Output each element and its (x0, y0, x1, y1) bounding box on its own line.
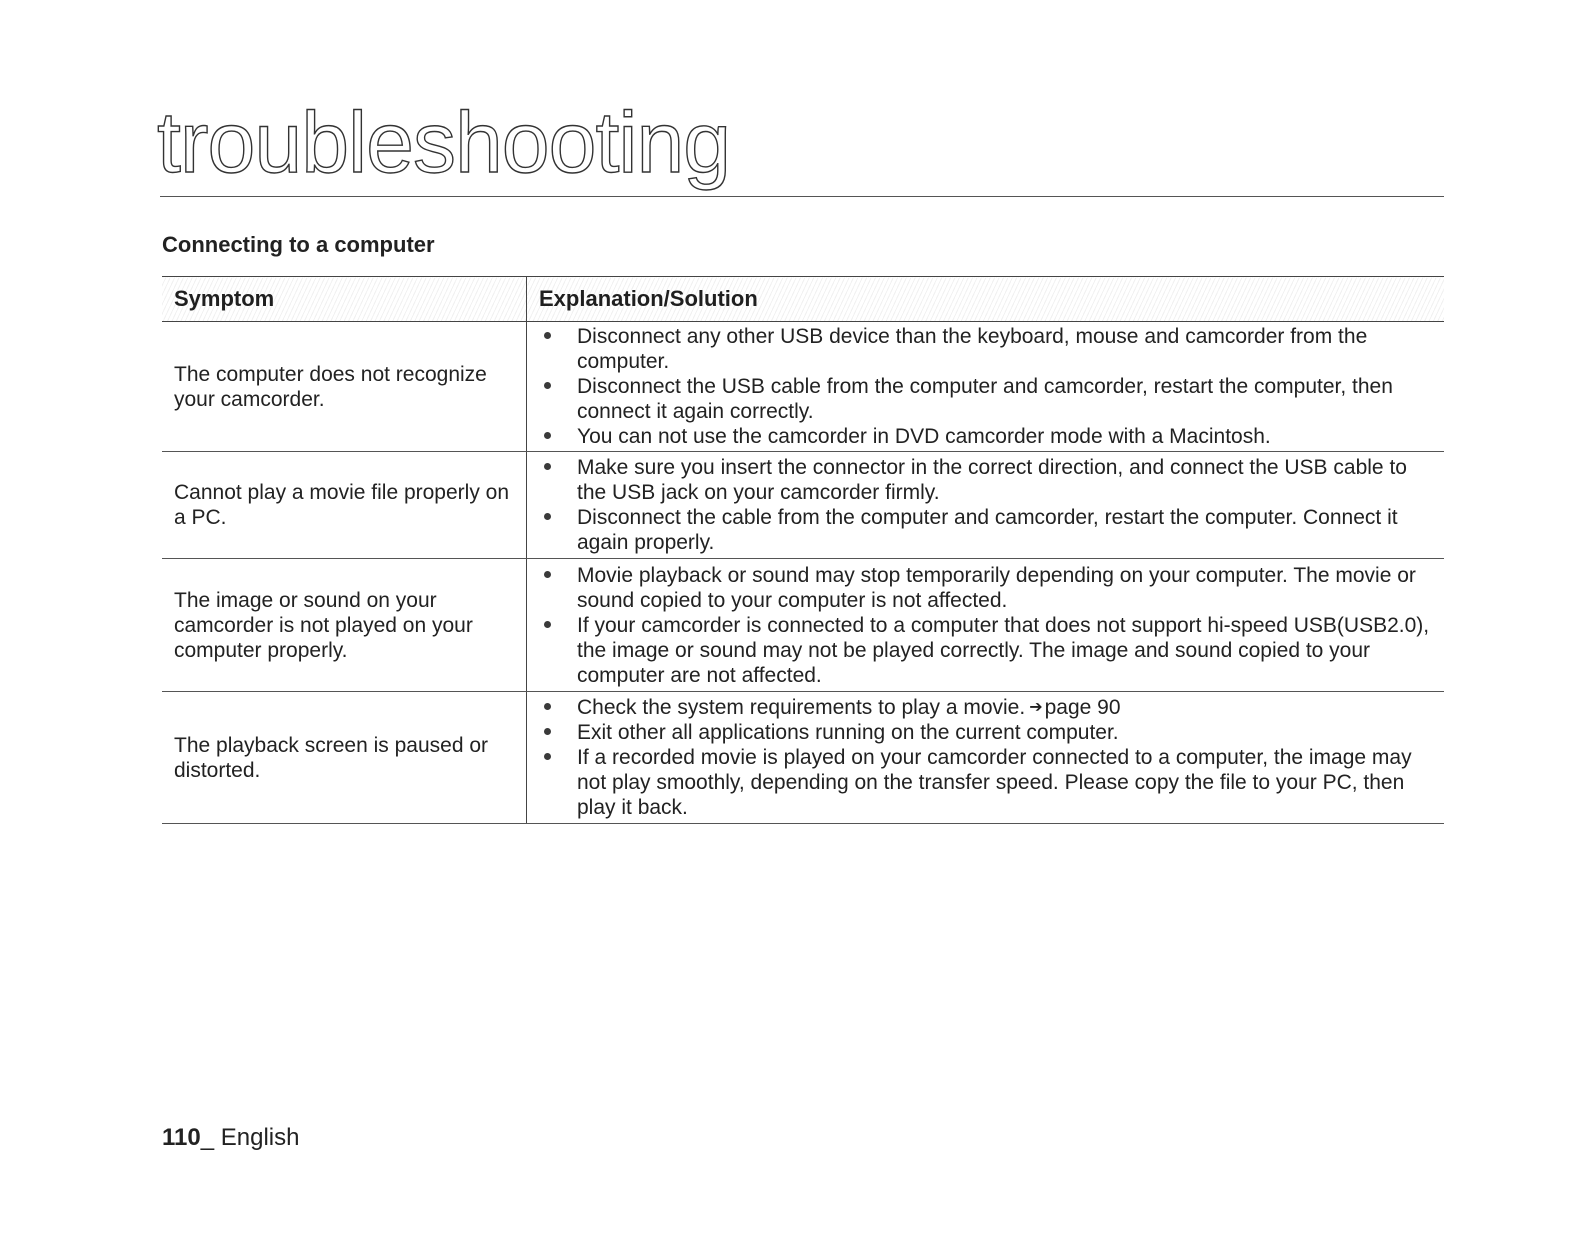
solution-text: If a recorded movie is played on your camcorder connected to a computer, the image may not play smoothly, depending on the transfer speed. Please copy the file to your PC, then play it back. (577, 746, 1412, 819)
solution-list (541, 324, 1432, 449)
table-row (162, 452, 1444, 559)
solution-text: Make sure you insert the connector in the correct direction, and connect the USB cable to the USB jack on your camcorder firmly. (577, 456, 1407, 504)
solution-item (541, 424, 1432, 449)
solution-list (541, 563, 1432, 688)
page-reference: page 90 (1044, 696, 1121, 719)
solution-cell (527, 322, 1445, 452)
footer-language: English (214, 1124, 300, 1151)
solution-list (541, 455, 1432, 555)
section-heading: Connecting to a computer (162, 232, 435, 257)
page-title-text: troubleshooting (157, 95, 731, 191)
page-footer (162, 1124, 299, 1152)
footer-separator: _ (200, 1124, 215, 1151)
solution-item (541, 324, 1432, 374)
bullet-icon (544, 728, 551, 735)
symptom-cell: The image or sound on your camcorder is not played on your computer properly. (162, 559, 527, 692)
symptom-cell: The computer does not recognize your camcorder. (162, 322, 527, 452)
solution-text: Check the system requirements to play a movie. (577, 696, 1026, 719)
solution-cell (527, 559, 1445, 692)
solution-item (541, 745, 1432, 820)
solution-item (541, 563, 1432, 613)
solution-item (541, 374, 1432, 424)
bullet-icon (544, 703, 551, 710)
table-row (162, 692, 1444, 824)
table-row (162, 322, 1444, 452)
bullet-icon (544, 463, 551, 470)
symptom-cell: Cannot play a movie file properly on a PC. (162, 452, 527, 559)
bullet-icon (544, 432, 551, 439)
solution-item (541, 505, 1432, 555)
solution-cell (527, 452, 1445, 559)
bullet-icon (544, 621, 551, 628)
solution-text: Disconnect the USB cable from the computer and camcorder, restart the computer, then connect it again correctly. (577, 375, 1393, 423)
solution-item (541, 455, 1432, 505)
header-solution: Explanation/Solution (527, 277, 1445, 322)
troubleshooting-table (162, 276, 1444, 824)
page-title (157, 95, 1444, 197)
solution-item (541, 720, 1432, 745)
solution-cell (527, 692, 1445, 824)
solution-item (541, 613, 1432, 688)
bullet-icon (544, 571, 551, 578)
table-row (162, 559, 1444, 692)
bullet-icon (544, 382, 551, 389)
page-number: 110 (162, 1124, 201, 1151)
bullet-icon (544, 513, 551, 520)
solution-text: Exit other all applications running on the current computer. (577, 721, 1119, 744)
header-symptom: Symptom (162, 277, 527, 322)
table-header-row (162, 277, 1444, 322)
solution-item (541, 695, 1432, 720)
solution-text: If your camcorder is connected to a computer that does not support hi-speed USB(USB2.0), the image or sound may not be played correctly. The image and sound copied to your computer are not affected. (577, 613, 1430, 687)
bullet-icon (544, 753, 551, 760)
bullet-icon (544, 332, 551, 339)
solution-text: Movie playback or sound may stop temporarily depending on your computer. The movie or sound copied to your computer is not affected. (577, 563, 1416, 612)
solution-text: Disconnect the cable from the computer and camcorder, restart the computer. Connect it again properly. (577, 506, 1398, 554)
solution-text: Disconnect any other USB device than the keyboard, mouse and camcorder from the computer. (577, 325, 1368, 373)
solution-list (541, 695, 1432, 820)
arrow-right-icon: ➔ (1029, 699, 1043, 716)
symptom-cell: The playback screen is paused or distorted. (162, 692, 527, 824)
solution-text: You can not use the camcorder in DVD camcorder mode with a Macintosh. (577, 425, 1271, 448)
